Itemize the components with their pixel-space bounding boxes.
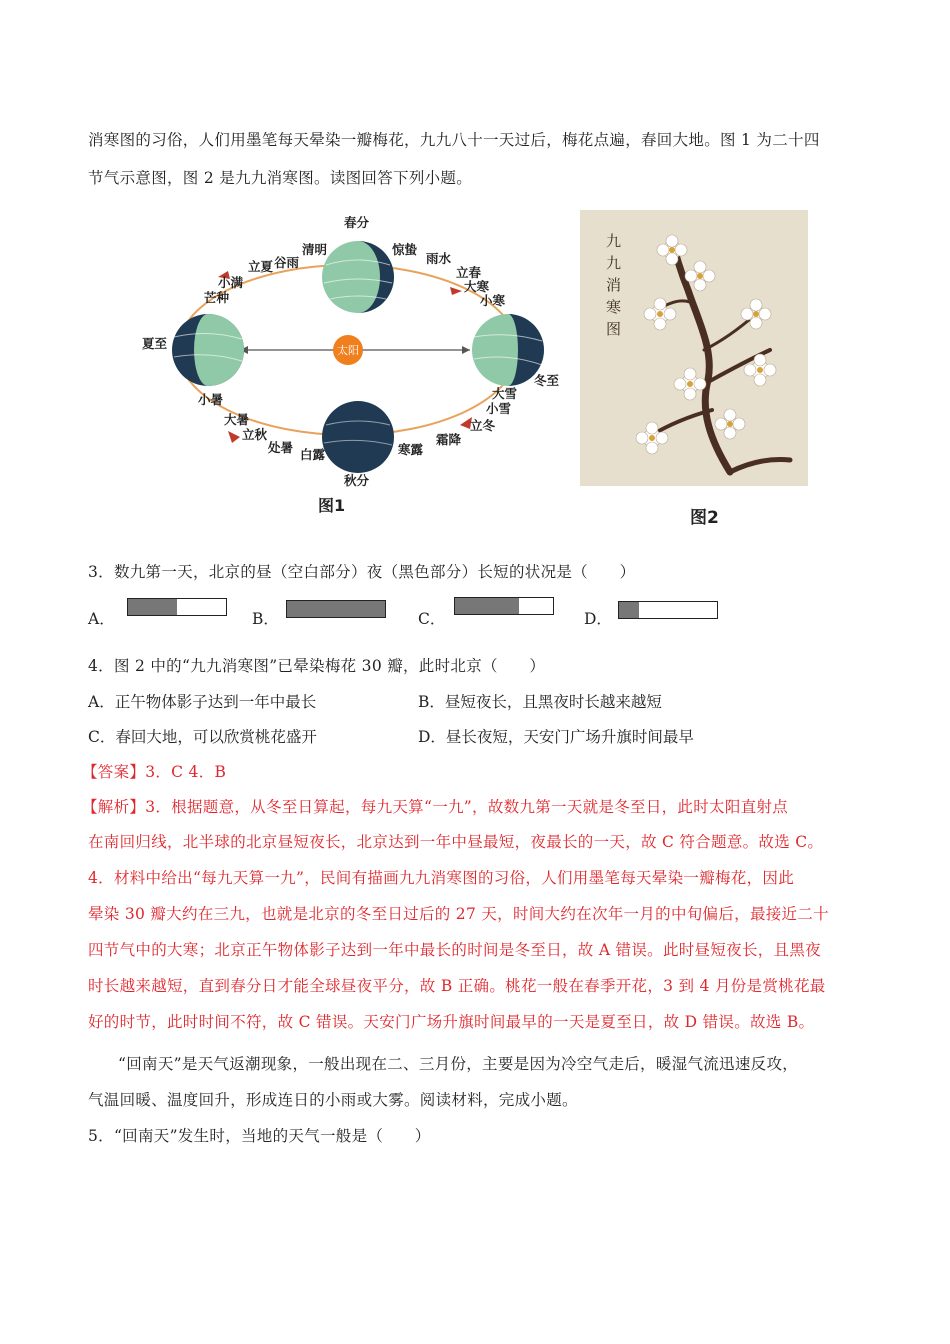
q3-option-a-bar: [127, 598, 227, 616]
passage2-line-2: 气温回暖、温度回升，形成连日的小雨或大雾。阅读材料，完成小题。: [88, 1091, 578, 1109]
q3-option-b-letter: B．: [252, 610, 279, 628]
term-xiaoxue: 小雪: [486, 401, 512, 416]
q4-option-d: D．昼长夜短，天安门广场升旗时间最早: [418, 728, 694, 746]
intro-line-1: 消寒图的习俗，人们用墨笔每天晕染一瓣梅花，九九八十一天过后，梅花点遍，春回大地。图 1 为二十四: [88, 131, 820, 149]
solar-terms-diagram: [130, 205, 580, 525]
analysis-tag: 【解析】: [82, 798, 146, 816]
q3-option-b-bar: [286, 600, 386, 618]
term-chunfen: 春分: [344, 215, 370, 230]
term-jingzhe: 惊蛰: [392, 242, 418, 257]
globe-autumn-equinox: [322, 401, 394, 473]
q3-option-c-bar: [454, 597, 554, 615]
term-dashu: 大暑: [224, 412, 250, 427]
term-dongzhi: 冬至: [534, 373, 560, 388]
painting-char-2: 九: [606, 254, 622, 272]
figure1-label: 图1: [318, 496, 346, 515]
q4-option-a: A．正午物体影子达到一年中最长: [88, 693, 317, 711]
analysis-line-6: 时长越来越短，直到春分日才能全球昼夜平分，故 B 正确。桃花一般在春季开花，3 到 4 月份是赏桃花最: [88, 977, 826, 995]
term-chushu: 处暑: [268, 440, 294, 455]
globe-spring-equinox: [322, 241, 394, 313]
analysis-line-7: 好的时节，此时时间不符，故 C 错误。天安门广场升旗时间最早的一天是夏至日，故 D 错误。故选 B。: [88, 1013, 815, 1031]
term-daxue: 大雪: [492, 386, 518, 401]
analysis-text-1: 3．根据题意，从冬至日算起，每九天算“一九”，故数九第一天就是冬至日，此时太阳直射点: [145, 798, 789, 816]
painting-char-3: 消: [606, 276, 622, 294]
term-qiufen: 秋分: [344, 473, 370, 488]
intro-line-2: 节气示意图，图 2 是九九消寒图。读图回答下列小题。: [88, 169, 473, 187]
answer-text: 3．C 4．B: [145, 763, 227, 781]
figure2-label: 图2: [690, 508, 719, 528]
term-lixia: 立夏: [248, 259, 274, 274]
nine-nines-plum-painting: [580, 210, 808, 486]
q4-option-b: B．昼短夜长，且黑夜时长越来越短: [418, 693, 662, 711]
analysis-line-1: [82, 795, 788, 817]
q3-option-c-letter: C．: [418, 610, 446, 628]
sun-label: 太阳: [337, 344, 359, 357]
q4-option-c: C．春回大地，可以欣赏桃花盛开: [88, 728, 317, 746]
term-xiaoshu: 小暑: [198, 392, 224, 407]
passage2-line-1: “回南天”是天气返潮现象，一般出现在二、三月份，主要是因为冷空气走后，暖湿气流迅速反攻，: [118, 1055, 799, 1073]
term-shuangjiang: 霜降: [436, 432, 462, 447]
term-bailu: 白露: [300, 447, 326, 462]
analysis-line-3: 4．材料中给出“每九天算一九”，民间有描画九九消寒图的习俗，人们用墨笔每天晕染一瓣梅花，因此: [88, 869, 795, 887]
q3-stem: 3．数九第一天，北京的昼（空白部分）夜（黑色部分）长短的状况是（ ）: [88, 563, 636, 581]
term-mangzhong: 芒种: [204, 290, 230, 305]
analysis-line-4: 晕染 30 瓣大约在三九，也就是北京的冬至日过后的 27 天，时间大约在次年一月的中旬偏后，最接近二十: [88, 905, 829, 923]
term-qingming: 清明: [302, 242, 328, 257]
term-hanlu: 寒露: [398, 442, 424, 457]
q5-stem: 5．“回南天”发生时，当地的天气一般是（ ）: [88, 1127, 431, 1145]
painting-char-4: 寒: [606, 298, 622, 316]
term-xiazhi: 夏至: [142, 336, 168, 351]
painting-char-1: 九: [606, 232, 622, 250]
q3-option-a-letter: A．: [88, 610, 115, 628]
q4-stem: 4．图 2 中的“九九消寒图”已晕染梅花 30 瓣，此时北京（ ）: [88, 657, 546, 675]
term-liqiu: 立秋: [242, 427, 268, 442]
q3-option-d-letter: D．: [584, 610, 612, 628]
term-yushui: 雨水: [426, 251, 452, 266]
answer-line: [82, 760, 226, 782]
term-xiaohan: 小寒: [480, 293, 506, 308]
painting-char-5: 图: [606, 320, 622, 338]
term-lichun: 立春: [456, 265, 482, 280]
term-lidong: 立冬: [470, 418, 496, 433]
term-dahan: 大寒: [464, 279, 490, 294]
answer-tag: 【答案】: [82, 763, 146, 781]
term-guyu: 谷雨: [274, 255, 300, 270]
term-xiaoman: 小满: [218, 275, 244, 290]
q3-option-d-bar: [618, 601, 718, 619]
globe-summer-solstice: [172, 314, 244, 386]
analysis-line-2: 在南回归线，北半球的北京昼短夜长，北京达到一年中昼最短，夜最长的一天，故 C 符合题意。故选 C。: [88, 833, 824, 851]
analysis-line-5: 四节气中的大寒；北京正午物体影子达到一年中最长的时间是冬至日，故 A 错误。此时昼短夜长，且黑夜: [88, 941, 821, 959]
